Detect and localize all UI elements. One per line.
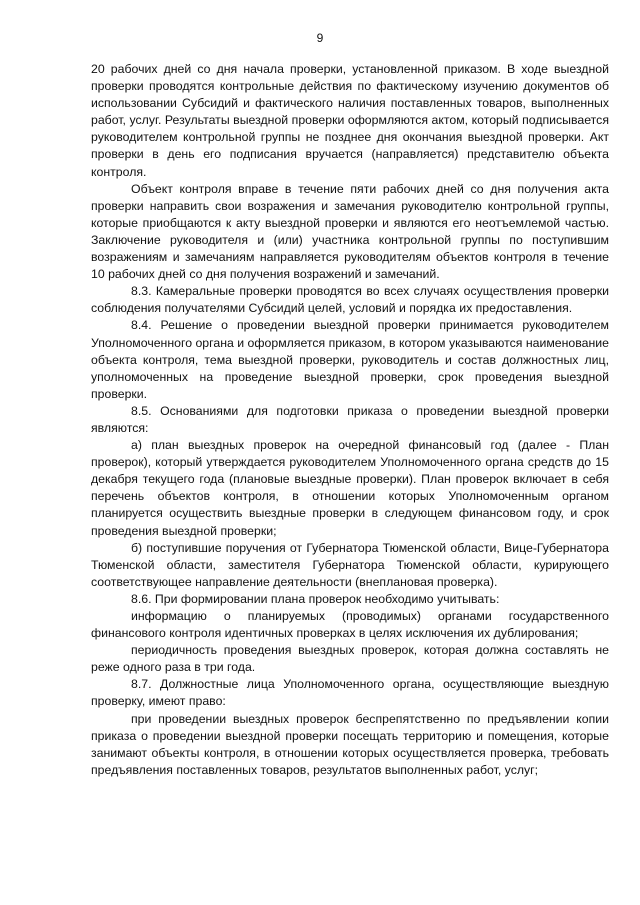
list-item: периодичность проведения выездных проверок, которая должна составлять не реже одного раза в три года.	[91, 643, 609, 675]
page-number: 9	[316, 31, 324, 45]
paragraph-8-3: 8.3. Камеральные проверки проводятся во всех случаях осуществления проверки соблюдения получателями Субсидий целей, условий и порядка их предоставления.	[91, 284, 609, 316]
paragraph-8-7: 8.7. Должностные лица Уполномоченного органа, осуществляющие выездную проверку, имеют право:	[91, 677, 609, 709]
list-item-a: а) план выездных проверок на очередной финансовый год (далее - План проверок), который утверждается руководителем Уполномоченного органа средств до 15 декабря текущего года (плановые выездные проверки). План проверок включает в себя перечень объектов контроля, в отношении которых Уполномоченным органом планируется осуществить выездные проверки в следующем финансовом году, и срок проведения выездной проверки;	[91, 438, 609, 538]
document-body	[91, 61, 609, 779]
list-item: информацию о планируемых (проводимых) органами государственного финансового контроля идентичных проверках в целях исключения их дублирования;	[91, 609, 609, 641]
paragraph: 20 рабочих дней со дня начала проверки, установленной приказом. В ходе выездной проверки проводятся контрольные действия по фактическому изучению документов об использовании Субсидий и фактического наличия поставленных товаров, выполненных работ, услуг. Результаты выездной проверки оформляются актом, который подписывается руководителем контрольной группы не позднее дня окончания выездной проверки. Акт проверки в день его подписания вручается (направляется) представителю объекта контроля.	[91, 62, 609, 179]
list-item: при проведении выездных проверок беспрепятственно по предъявлении копии приказа о проведении выездной проверки посещать территорию и помещения, которые занимают объекты контроля, в отношении которых осуществляется проверка, требовать предъявления поставленных товаров, результатов выполненных работ, услуг;	[91, 711, 609, 777]
list-item-b: б) поступившие поручения от Губернатора Тюменской области, Вице-Губернатора Тюменской области, заместителя Губернатора Тюменской области, курирующего соответствующее направление деятельности (внеплановая проверка).	[91, 540, 609, 589]
paragraph-8-5: 8.5. Основаниями для подготовки приказа о проведении выездной проверки являются:	[91, 403, 609, 435]
paragraph-8-6: 8.6. При формировании плана проверок необходимо учитывать:	[131, 591, 500, 606]
paragraph-8-4: 8.4. Решение о проведении выездной проверки принимается руководителем Уполномоченного органа и оформляется приказом, в котором указываются наименование объекта контроля, тема выездной проверки, руководитель и состав должностных лиц, уполномоченных на проведение выездной проверки, срок проведения выездной проверки.	[91, 318, 609, 401]
paragraph: Объект контроля вправе в течение пяти рабочих дней со дня получения акта проверки направить свои возражения и замечания руководителю контрольной группы, которые приобщаются к акту выездной проверки и являются его неотъемлемой частью. Заключение руководителя и (или) участника контрольной группы по поступившим возражениям и замечаниям направляется руководителям объектов контроля в течение 10 рабочих дней со дня получения возражений и замечаний.	[91, 181, 609, 282]
